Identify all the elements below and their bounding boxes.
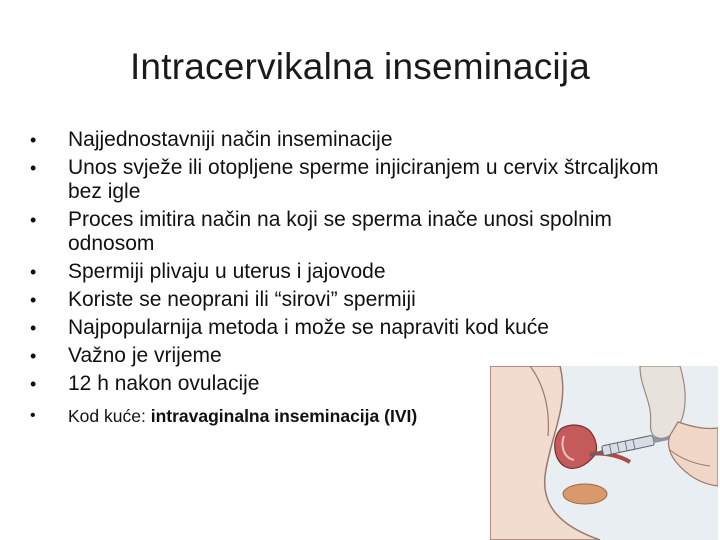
bullet-item: • Najjednostavniji način inseminacije bbox=[30, 128, 393, 151]
slide-title: Intracervikalna inseminacija bbox=[129, 46, 591, 87]
bullet-dot-icon: • bbox=[30, 262, 37, 282]
bullet-dot-icon: • bbox=[30, 210, 37, 230]
ivi-emphasis: intravaginalna inseminacija (IVI) bbox=[150, 406, 418, 426]
syringe-insemination-illustration bbox=[490, 366, 718, 540]
bowel-shape bbox=[563, 484, 607, 504]
bullet-dot-icon: • bbox=[30, 374, 37, 394]
bullet-dot-icon: • bbox=[30, 158, 37, 178]
bullet-item: • Spermiji plivaju u uterus i jajovode bbox=[30, 260, 386, 283]
bullet-dot-icon: • bbox=[30, 407, 36, 424]
bullet-item: • Proces imitira način na koji se sperma inače unosi spolnim odnosom bbox=[30, 208, 612, 255]
bullet-dot-icon: • bbox=[30, 346, 37, 366]
bullet-item: • Koriste se neoprani ili “sirovi” spermiji bbox=[30, 288, 416, 311]
bullet-item: • 12 h nakon ovulacije bbox=[30, 372, 260, 395]
bullet-dot-icon: • bbox=[30, 130, 37, 150]
bullet-item: • Važno je vrijeme bbox=[30, 344, 222, 367]
bullet-item: • Unos svježe ili otopljene sperme injiciranjem u cervix štrcaljkom bez igle bbox=[30, 156, 659, 203]
bullet-dot-icon: • bbox=[30, 290, 37, 310]
bullet-dot-icon: • bbox=[30, 318, 37, 338]
home-label: Kod kuće: bbox=[68, 406, 151, 426]
bullet-item: • Najpopularnija metoda i može se napraviti kod kuće bbox=[30, 316, 549, 339]
